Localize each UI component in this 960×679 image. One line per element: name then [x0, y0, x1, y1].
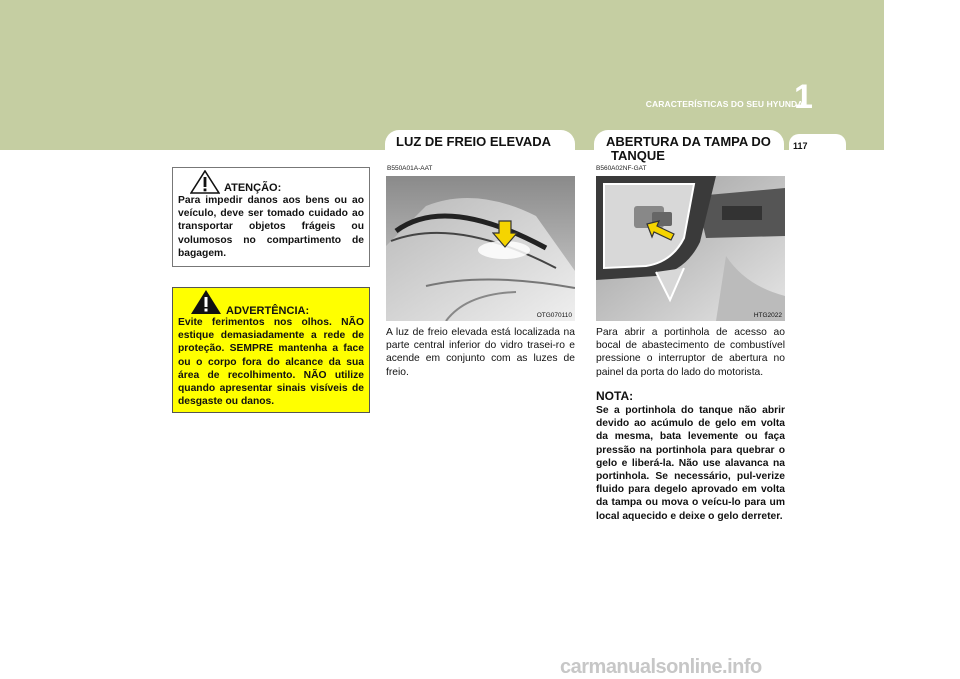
advertencia-text: Evite ferimentos nos olhos. NÃO estique demasiadamente a rede de proteção. SEMPRE mantenha a face ou o corpo fora do alcance da sua área de recolhimento. NÃO utilize quando apresentar sinais visíveis de desgaste ou danos. — [178, 317, 364, 408]
warning-triangle-icon — [178, 170, 364, 194]
section-title-fuel-line1: ABERTURA DA TAMPA DO — [606, 134, 771, 149]
atencao-title: ATENÇÃO: — [224, 182, 282, 194]
brake-light-text: A luz de freio elevada está localizada na parte central inferior do vidro trasei-ro e acende em conjunto com as luzes de freio. — [386, 327, 575, 378]
advertencia-title: ADVERTÊNCIA: — [226, 305, 310, 317]
figure-label-fuel: HTG2022 — [753, 312, 782, 319]
chapter-number: 1 — [794, 78, 813, 116]
header-band — [0, 0, 884, 150]
advertencia-box — [172, 287, 370, 413]
nota-title: NOTA: — [596, 389, 634, 403]
section-code-fuel: B560A02NF-GAT — [596, 165, 647, 172]
figure-label-brake: OTG070110 — [536, 312, 572, 319]
brake-light-figure — [386, 176, 575, 321]
section-title-fuel — [606, 135, 771, 163]
atencao-box — [172, 167, 370, 267]
fuel-door-text: Para abrir a portinhola de acesso ao bocal de abastecimento de combustível pressione o interruptor de abertura no painel da porta do lado do motorista. — [596, 327, 785, 378]
section-title-brake: LUZ DE FREIO ELEVADA — [396, 134, 552, 149]
footer-watermark[interactable]: carmanualsonline.info — [560, 656, 762, 678]
fuel-door-figure — [596, 176, 785, 321]
arrow-down-icon — [492, 220, 518, 248]
warning-triangle-icon — [178, 290, 364, 316]
arrow-pointer-icon — [646, 220, 676, 242]
section-title-fuel-line2: TANQUE — [611, 148, 665, 163]
chapter-title: CARACTERÍSTICAS DO SEU HYUNDAI — [645, 99, 806, 109]
atencao-text: Para impedir danos aos bens ou ao veículo, deve ser tomado cuidado ao transportar objetos frágeis ou volumosos no compartimento de bagagem. — [178, 195, 364, 259]
page-number: 117 — [793, 141, 808, 151]
section-code-brake: B550A01A-AAT — [387, 165, 433, 172]
nota-text: Se a portinhola do tanque não abrir devido ao acúmulo de gelo em volta da mesma, bata levemente ou faça pressão na portinhola para quebrar o gelo e liberá-la. Não use alavanca na portinhola. Se necessário, pul-verize fluido para degelo aprovado em volta da tampa ou mova o veícu-lo para um local aquecido e deixe o gelo derreter. — [596, 405, 785, 522]
